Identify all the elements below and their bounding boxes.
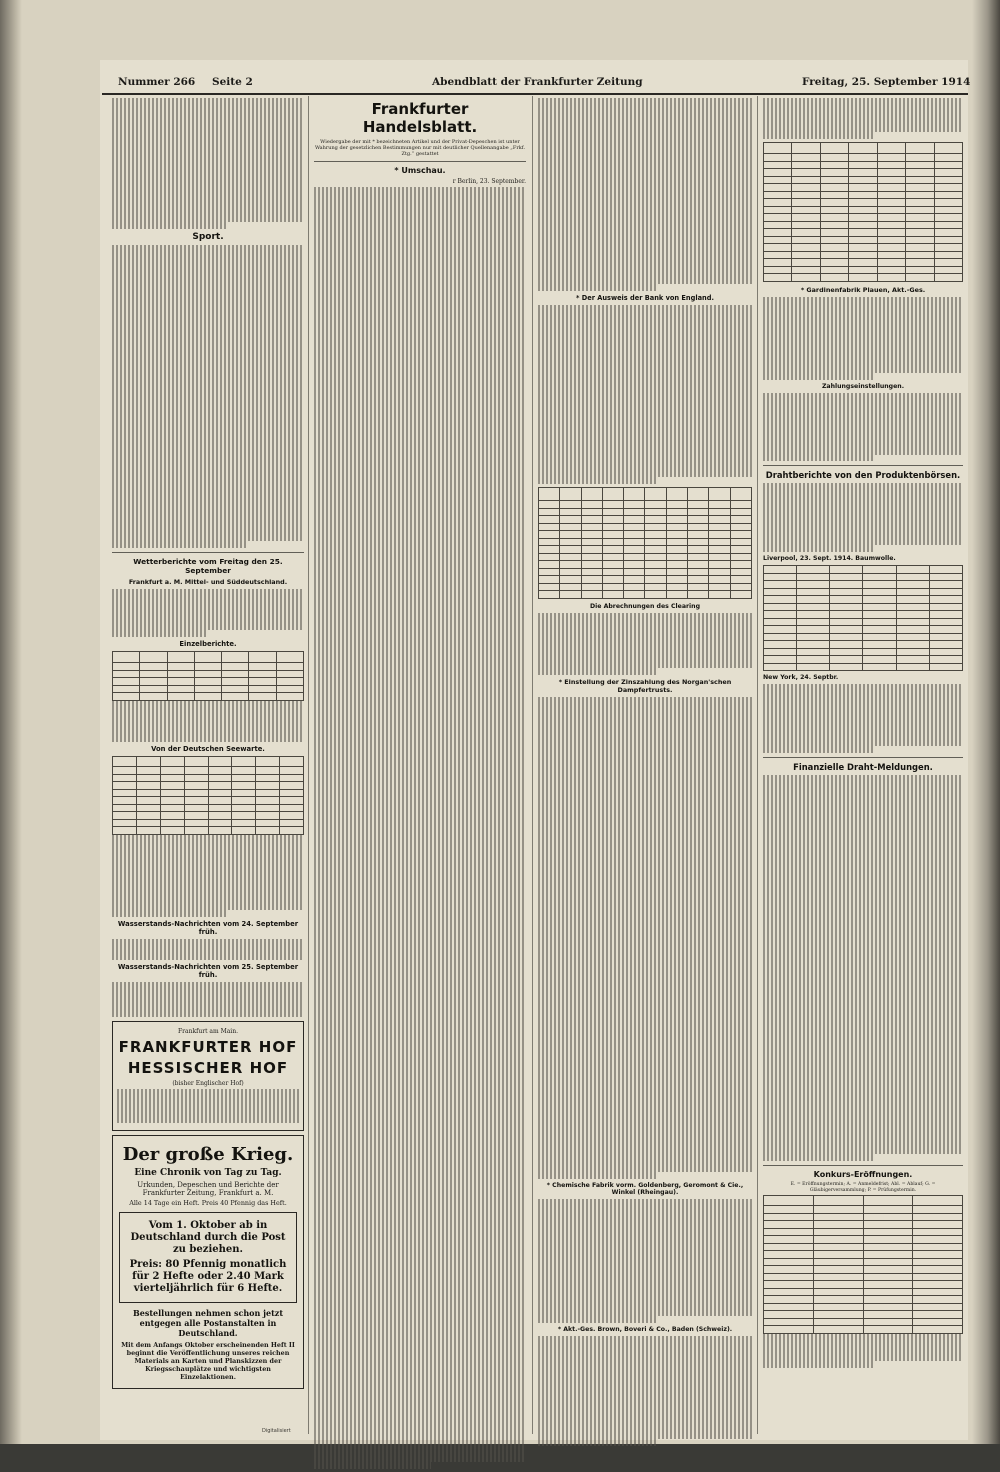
hotel-name-2: HESSISCHER HOF (127, 1058, 289, 1077)
hotel-name-1: FRANKFURTER HOF (118, 1037, 298, 1056)
umschau-heading: * Umschau. (394, 166, 446, 175)
krieg-order-info: Bestellungen nehmen schon jetzt entgegen alle Postanstalten in Deutschland. (132, 1307, 284, 1338)
gardinen-heading: * Gardinenfabrik Plauen, Akt.-Ges. (800, 285, 926, 294)
konkurs-heading: Konkurs-Eröffnungen. (813, 1170, 913, 1180)
wasserstand-heading-2: Wasserstands-Nachrichten vom 25. September früh. (117, 963, 299, 980)
liverpool-heading: Liverpool, 23. Sept. 1914. Baumwolle. (763, 555, 896, 563)
krieg-ad (112, 1135, 304, 1389)
finanz-heading: Finanzielle Draht-Meldungen. (793, 762, 933, 773)
krieg-sub1: Eine Chronik von Tag zu Tag. (134, 1167, 282, 1178)
hotel-ad (112, 1021, 304, 1131)
weather-heading: Wetterberichte vom Freitag den 25. September (133, 557, 283, 576)
clearing-heading: Die Abrechnungen des Clearing (589, 602, 701, 610)
handelsblatt-note: Wiedergabe der mit * bezeichneten Artikel und der Privat-Depeschen ist unter Wahrung der gesetzlichen Bestimmungen nur mit deutlicher Quellenangabe „Frkf. Ztg.“ gestattet (314, 139, 526, 157)
page-number: Seite 2 (212, 76, 253, 88)
finance-table (763, 142, 963, 282)
krieg-sub3: Alle 14 Tage ein Heft. Preis 40 Pfennig das Heft. (129, 1198, 287, 1207)
bbc-heading: * Akt.-Ges. Brown, Boveri & Co., Baden (Schweiz). (557, 1325, 733, 1333)
drahtberichte-heading: Drahtberichte von den Produktenbörsen. (765, 470, 961, 481)
masthead-rule (102, 93, 968, 95)
issue-date: Freitag, 25. September 1914 (802, 76, 971, 88)
krieg-sub2: Urkunden, Depeschen und Berichte der Frankfurter Zeitung, Frankfurt a. M. (137, 1180, 279, 1197)
krieg-price-info: Preis: 80 Pfennig monatlich für 2 Hefte oder 2.40 Mark vierteljährlich für 6 Hefte. (129, 1258, 287, 1294)
konkurs-table (763, 1195, 963, 1334)
krieg-price-box (119, 1212, 297, 1303)
konkurs-legend: E. = Eröffnungstermin; A. = Anmeldefrist; Abl. = Ablauf; G. = Gläubigerversammlung; P. = Prüfungstermin. (790, 1182, 936, 1193)
zahlung-heading: Zahlungseinstellungen. (821, 382, 905, 390)
hotel-ad-note: (bisher Englischer Hof) (172, 1079, 244, 1087)
column-4 (763, 98, 963, 1371)
bank-england-heading: * Der Ausweis der Bank von England. (576, 293, 714, 302)
page-edge (972, 0, 1000, 1444)
issue-number: Nummer 266 (118, 76, 196, 88)
krieg-footer: Mit dem Anfangs Oktober erscheinenden Heft II beginnt die Veröffentlichung unseres reichen Materials an Karten und Planskizzen der Kriegsschauplätze und wichtigsten Einzelaktionen. (121, 1340, 295, 1381)
weather-text (112, 589, 304, 637)
einstellung-heading: * Einstellung der Zinszahlung des Norgan'schen Dampfertrusts. (558, 677, 732, 694)
digitization-stamp: Digitalisiert (262, 1428, 291, 1434)
column-1 (112, 98, 304, 1393)
umschau-dateline: r Berlin, 23. September. (452, 178, 526, 185)
weather-subheading: Frankfurt a. M. Mittel- und Süddeutschland. (128, 578, 288, 587)
column-divider (757, 96, 758, 1434)
einzel-heading: Einzelberichte. (179, 640, 237, 649)
krieg-title: Der große Krieg. (122, 1143, 294, 1165)
paper-title: Abendblatt der Frankfurter Zeitung (432, 76, 643, 88)
column-2 (314, 98, 526, 1472)
column-3 (538, 98, 752, 1449)
chemische-heading: * Chemische Fabrik vorm. Goldenberg, Geromont & Cie., Winkel (Rheingau). (546, 1181, 744, 1196)
krieg-post-info: Vom 1. Oktober ab in Deutschland durch die Post zu beziehen. (130, 1219, 286, 1255)
weather-notes (112, 701, 304, 742)
binding-spine (0, 0, 22, 1444)
cotton-table (763, 565, 963, 671)
column-divider (308, 96, 309, 1434)
hotel-ad-top: Frankfurt am Main. (178, 1027, 238, 1035)
seewarte-heading: Von der Deutschen Seewarte. (151, 745, 265, 754)
handelsblatt-title: Frankfurter Handelsblatt. (362, 100, 478, 136)
sport-text (112, 245, 304, 548)
bank-england-table (538, 487, 752, 599)
column-divider (532, 96, 533, 1434)
newyork-heading: New York, 24. Septbr. (763, 674, 839, 682)
seewarte-notes (112, 835, 304, 918)
masthead (102, 74, 971, 92)
seewarte-table (112, 756, 304, 835)
weather-table (112, 651, 304, 701)
text-block (112, 98, 304, 229)
wasserstand-heading-1: Wasserstands-Nachrichten vom 24. September früh. (117, 920, 299, 937)
umschau-text (314, 187, 526, 1469)
sport-heading: Sport. (192, 231, 224, 242)
